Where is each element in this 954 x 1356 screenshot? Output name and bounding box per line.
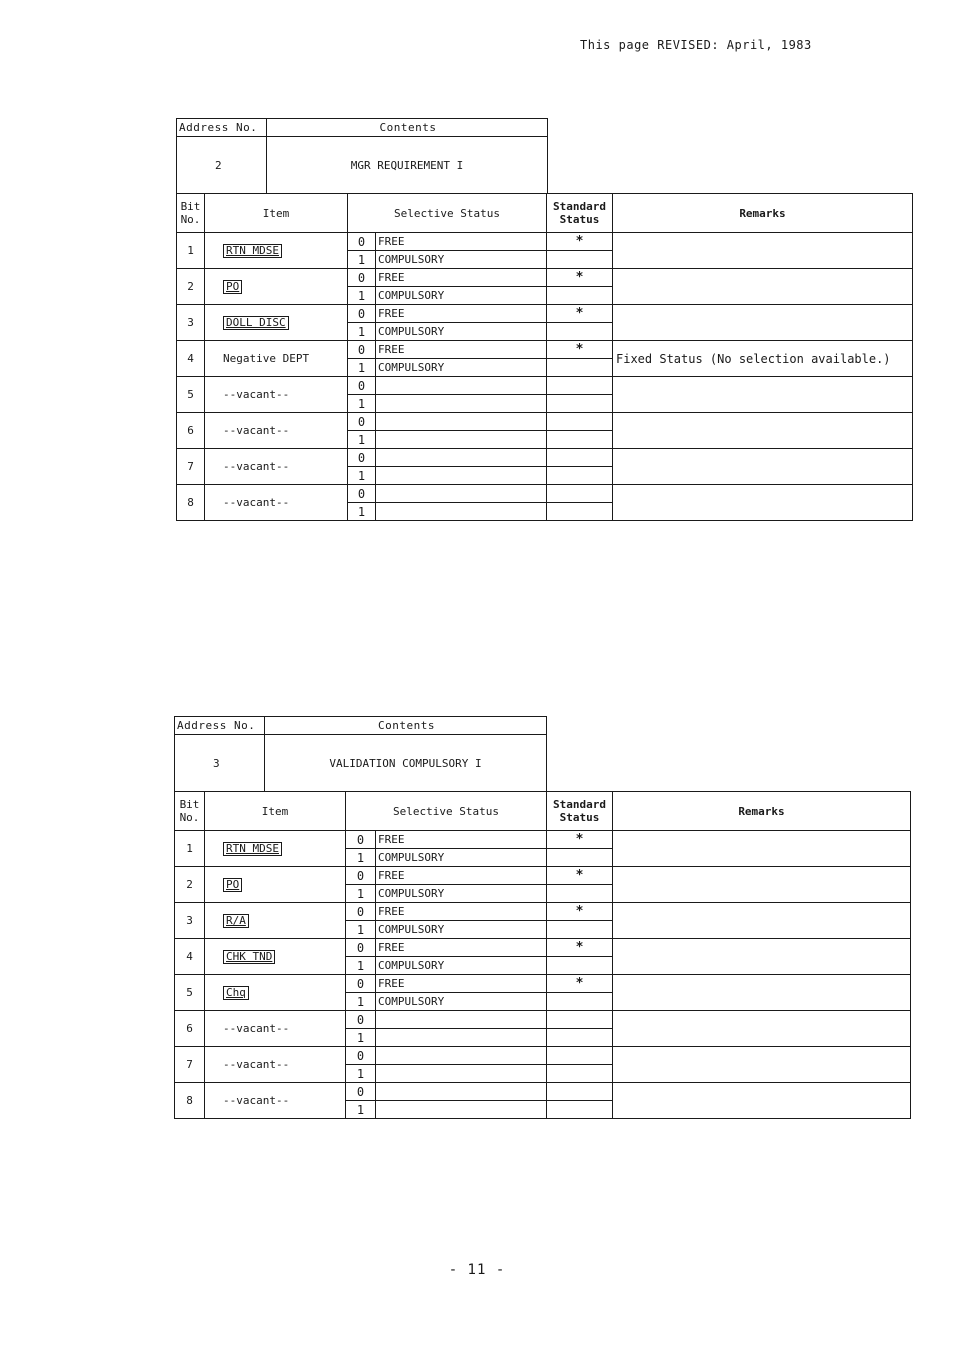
option-code: 1	[348, 359, 376, 377]
item-label: Negative DEPT	[223, 352, 310, 365]
table-row	[177, 449, 913, 467]
option-code: 0	[348, 269, 376, 287]
standard-mark	[547, 377, 613, 395]
address-no-label: Address No.	[177, 119, 267, 137]
bit-number: 5	[177, 377, 205, 413]
option-free: FREE	[376, 867, 547, 885]
option-free	[376, 1047, 547, 1065]
item-key-label: CHK TND	[223, 950, 275, 964]
option-code: 0	[348, 233, 376, 251]
standard-empty	[547, 1101, 613, 1119]
address-no-label: Address No.	[175, 717, 265, 735]
option-code: 0	[346, 867, 376, 885]
revised-note: This page REVISED: April, 1983	[580, 38, 812, 52]
standard-mark: *	[547, 341, 613, 359]
bit-number: 6	[177, 413, 205, 449]
standard-empty	[547, 251, 613, 269]
bit-table-2	[174, 791, 911, 1119]
table-row	[175, 867, 911, 885]
option-free	[376, 377, 547, 395]
bit-number: 2	[177, 269, 205, 305]
option-code: 0	[346, 939, 376, 957]
bit-number: 3	[175, 903, 205, 939]
standard-empty	[547, 323, 613, 341]
remark	[613, 377, 913, 413]
remark	[613, 903, 911, 939]
option-free: FREE	[376, 305, 547, 323]
item-label: --vacant--	[223, 496, 290, 509]
option-code: 1	[348, 467, 376, 485]
option-code: 1	[348, 323, 376, 341]
remark	[613, 939, 911, 975]
bit-no-header: Bit No.	[177, 194, 205, 233]
bit-number: 7	[175, 1047, 205, 1083]
option-compulsory: COMPULSORY	[376, 957, 547, 975]
item-key-label: PO	[223, 878, 242, 892]
option-code: 1	[346, 849, 376, 867]
item-header: Item	[205, 194, 348, 233]
option-compulsory	[376, 1029, 547, 1047]
option-compulsory	[376, 395, 547, 413]
bit-number: 1	[175, 831, 205, 867]
option-free: FREE	[376, 939, 547, 957]
option-code: 0	[346, 903, 376, 921]
standard-mark: *	[547, 975, 613, 993]
contents-label: Contents	[267, 119, 548, 137]
standard-mark	[547, 1011, 613, 1029]
remark	[613, 449, 913, 485]
item-name	[205, 1011, 346, 1047]
item-label: --vacant--	[223, 388, 290, 401]
option-code: 0	[346, 1011, 376, 1029]
standard-status-header: Standard Status	[547, 194, 613, 233]
item-key-label: RTN MDSE	[223, 842, 282, 856]
bit-number: 6	[175, 1011, 205, 1047]
standard-empty	[547, 503, 613, 521]
item-name	[205, 867, 346, 903]
item-name	[205, 341, 348, 377]
standard-mark: *	[547, 269, 613, 287]
table-row	[177, 305, 913, 323]
option-free: FREE	[376, 341, 547, 359]
option-code: 1	[348, 503, 376, 521]
option-free: FREE	[376, 831, 547, 849]
table-row	[177, 341, 913, 359]
table-row	[175, 939, 911, 957]
option-code: 1	[346, 1101, 376, 1119]
option-code: 0	[348, 305, 376, 323]
item-name	[205, 975, 346, 1011]
standard-empty	[547, 431, 613, 449]
remarks-header: Remarks	[613, 792, 911, 831]
bit-number: 4	[175, 939, 205, 975]
item-name	[205, 305, 348, 341]
item-key-label: DOLL DISC	[223, 316, 289, 330]
remark	[613, 1047, 911, 1083]
remark	[613, 233, 913, 269]
standard-empty	[547, 359, 613, 377]
address-value: 2	[177, 137, 267, 194]
standard-mark	[547, 485, 613, 503]
option-code: 1	[346, 885, 376, 903]
option-code: 0	[346, 1083, 376, 1101]
bit-no-header: Bit No.	[175, 792, 205, 831]
option-free	[376, 1083, 547, 1101]
item-name	[205, 233, 348, 269]
item-label: --vacant--	[223, 1022, 290, 1035]
standard-mark: *	[547, 867, 613, 885]
remark	[613, 867, 911, 903]
option-free: FREE	[376, 233, 547, 251]
item-name	[205, 1047, 346, 1083]
bit-number: 7	[177, 449, 205, 485]
option-compulsory	[376, 467, 547, 485]
option-compulsory	[376, 1065, 547, 1083]
contents-label: Contents	[265, 717, 547, 735]
option-code: 0	[348, 341, 376, 359]
address-header-2	[174, 716, 547, 792]
standard-empty	[547, 1029, 613, 1047]
standard-empty	[547, 467, 613, 485]
contents-value: VALIDATION COMPULSORY I	[265, 735, 547, 792]
table-row	[177, 377, 913, 395]
option-free	[376, 1011, 547, 1029]
item-key-label: Chq	[223, 986, 249, 1000]
option-code: 0	[346, 975, 376, 993]
bit-number: 4	[177, 341, 205, 377]
standard-empty	[547, 885, 613, 903]
table-row	[177, 269, 913, 287]
option-code: 1	[348, 251, 376, 269]
option-compulsory: COMPULSORY	[376, 885, 547, 903]
option-compulsory: COMPULSORY	[376, 993, 547, 1011]
item-name	[205, 939, 346, 975]
bit-number: 8	[175, 1083, 205, 1119]
item-name	[205, 449, 348, 485]
standard-mark	[547, 1083, 613, 1101]
bit-number: 1	[177, 233, 205, 269]
option-compulsory: COMPULSORY	[376, 921, 547, 939]
page-number: - 11 -	[448, 1262, 506, 1278]
standard-empty	[547, 921, 613, 939]
table-row	[177, 233, 913, 251]
option-free: FREE	[376, 975, 547, 993]
remark	[613, 831, 911, 867]
address-value: 3	[175, 735, 265, 792]
option-code: 0	[348, 449, 376, 467]
standard-empty	[547, 993, 613, 1011]
option-code: 0	[348, 485, 376, 503]
standard-empty	[547, 287, 613, 305]
option-code: 1	[348, 395, 376, 413]
table-row	[175, 1047, 911, 1065]
bit-number: 8	[177, 485, 205, 521]
standard-mark	[547, 1047, 613, 1065]
option-code: 1	[346, 921, 376, 939]
option-code: 1	[348, 287, 376, 305]
option-code: 0	[348, 377, 376, 395]
option-code: 1	[346, 993, 376, 1011]
item-label: --vacant--	[223, 424, 290, 437]
standard-empty	[547, 849, 613, 867]
standard-mark: *	[547, 831, 613, 849]
item-name	[205, 831, 346, 867]
option-compulsory: COMPULSORY	[376, 323, 547, 341]
option-free	[376, 413, 547, 431]
option-free	[376, 449, 547, 467]
remark	[613, 305, 913, 341]
option-free	[376, 485, 547, 503]
item-header: Item	[205, 792, 346, 831]
selective-status-header: Selective Status	[346, 792, 547, 831]
option-compulsory: COMPULSORY	[376, 287, 547, 305]
option-compulsory: COMPULSORY	[376, 251, 547, 269]
item-name	[205, 1083, 346, 1119]
standard-mark: *	[547, 903, 613, 921]
option-compulsory: COMPULSORY	[376, 359, 547, 377]
standard-mark: *	[547, 939, 613, 957]
bit-number: 5	[175, 975, 205, 1011]
option-code: 0	[346, 831, 376, 849]
item-key-label: PO	[223, 280, 242, 294]
bit-number: 2	[175, 867, 205, 903]
table-row	[175, 903, 911, 921]
address-header-1	[176, 118, 548, 194]
item-name	[205, 377, 348, 413]
item-label: --vacant--	[223, 1058, 290, 1071]
table-row	[177, 413, 913, 431]
item-key-label: RTN MDSE	[223, 244, 282, 258]
item-key-label: R/A	[223, 914, 249, 928]
standard-empty	[547, 1065, 613, 1083]
option-free: FREE	[376, 269, 547, 287]
standard-mark	[547, 413, 613, 431]
standard-empty	[547, 395, 613, 413]
option-code: 1	[348, 431, 376, 449]
item-label: --vacant--	[223, 460, 290, 473]
table-row	[175, 975, 911, 993]
item-name	[205, 269, 348, 305]
remark	[613, 1011, 911, 1047]
remark	[613, 975, 911, 1011]
option-compulsory: COMPULSORY	[376, 849, 547, 867]
item-name	[205, 413, 348, 449]
remark	[613, 485, 913, 521]
standard-status-header: Standard Status	[547, 792, 613, 831]
table-block-1	[176, 118, 913, 521]
standard-mark: *	[547, 305, 613, 323]
bit-number: 3	[177, 305, 205, 341]
remark	[613, 269, 913, 305]
table-row	[177, 485, 913, 503]
option-code: 0	[348, 413, 376, 431]
selective-status-header: Selective Status	[348, 194, 547, 233]
option-compulsory	[376, 503, 547, 521]
remark	[613, 413, 913, 449]
remark: Fixed Status (No selection available.)	[613, 341, 913, 377]
table-row	[175, 1011, 911, 1029]
table-row	[175, 1083, 911, 1101]
option-code: 0	[346, 1047, 376, 1065]
contents-value: MGR REQUIREMENT I	[267, 137, 548, 194]
remark	[613, 1083, 911, 1119]
option-code: 1	[346, 1029, 376, 1047]
standard-mark	[547, 449, 613, 467]
option-code: 1	[346, 957, 376, 975]
item-label: --vacant--	[223, 1094, 290, 1107]
option-compulsory	[376, 1101, 547, 1119]
table-block-2	[174, 716, 911, 1119]
option-free: FREE	[376, 903, 547, 921]
option-code: 1	[346, 1065, 376, 1083]
remarks-header: Remarks	[613, 194, 913, 233]
item-name	[205, 485, 348, 521]
option-compulsory	[376, 431, 547, 449]
table-row	[175, 831, 911, 849]
standard-empty	[547, 957, 613, 975]
bit-table-1	[176, 193, 913, 521]
standard-mark: *	[547, 233, 613, 251]
item-name	[205, 903, 346, 939]
